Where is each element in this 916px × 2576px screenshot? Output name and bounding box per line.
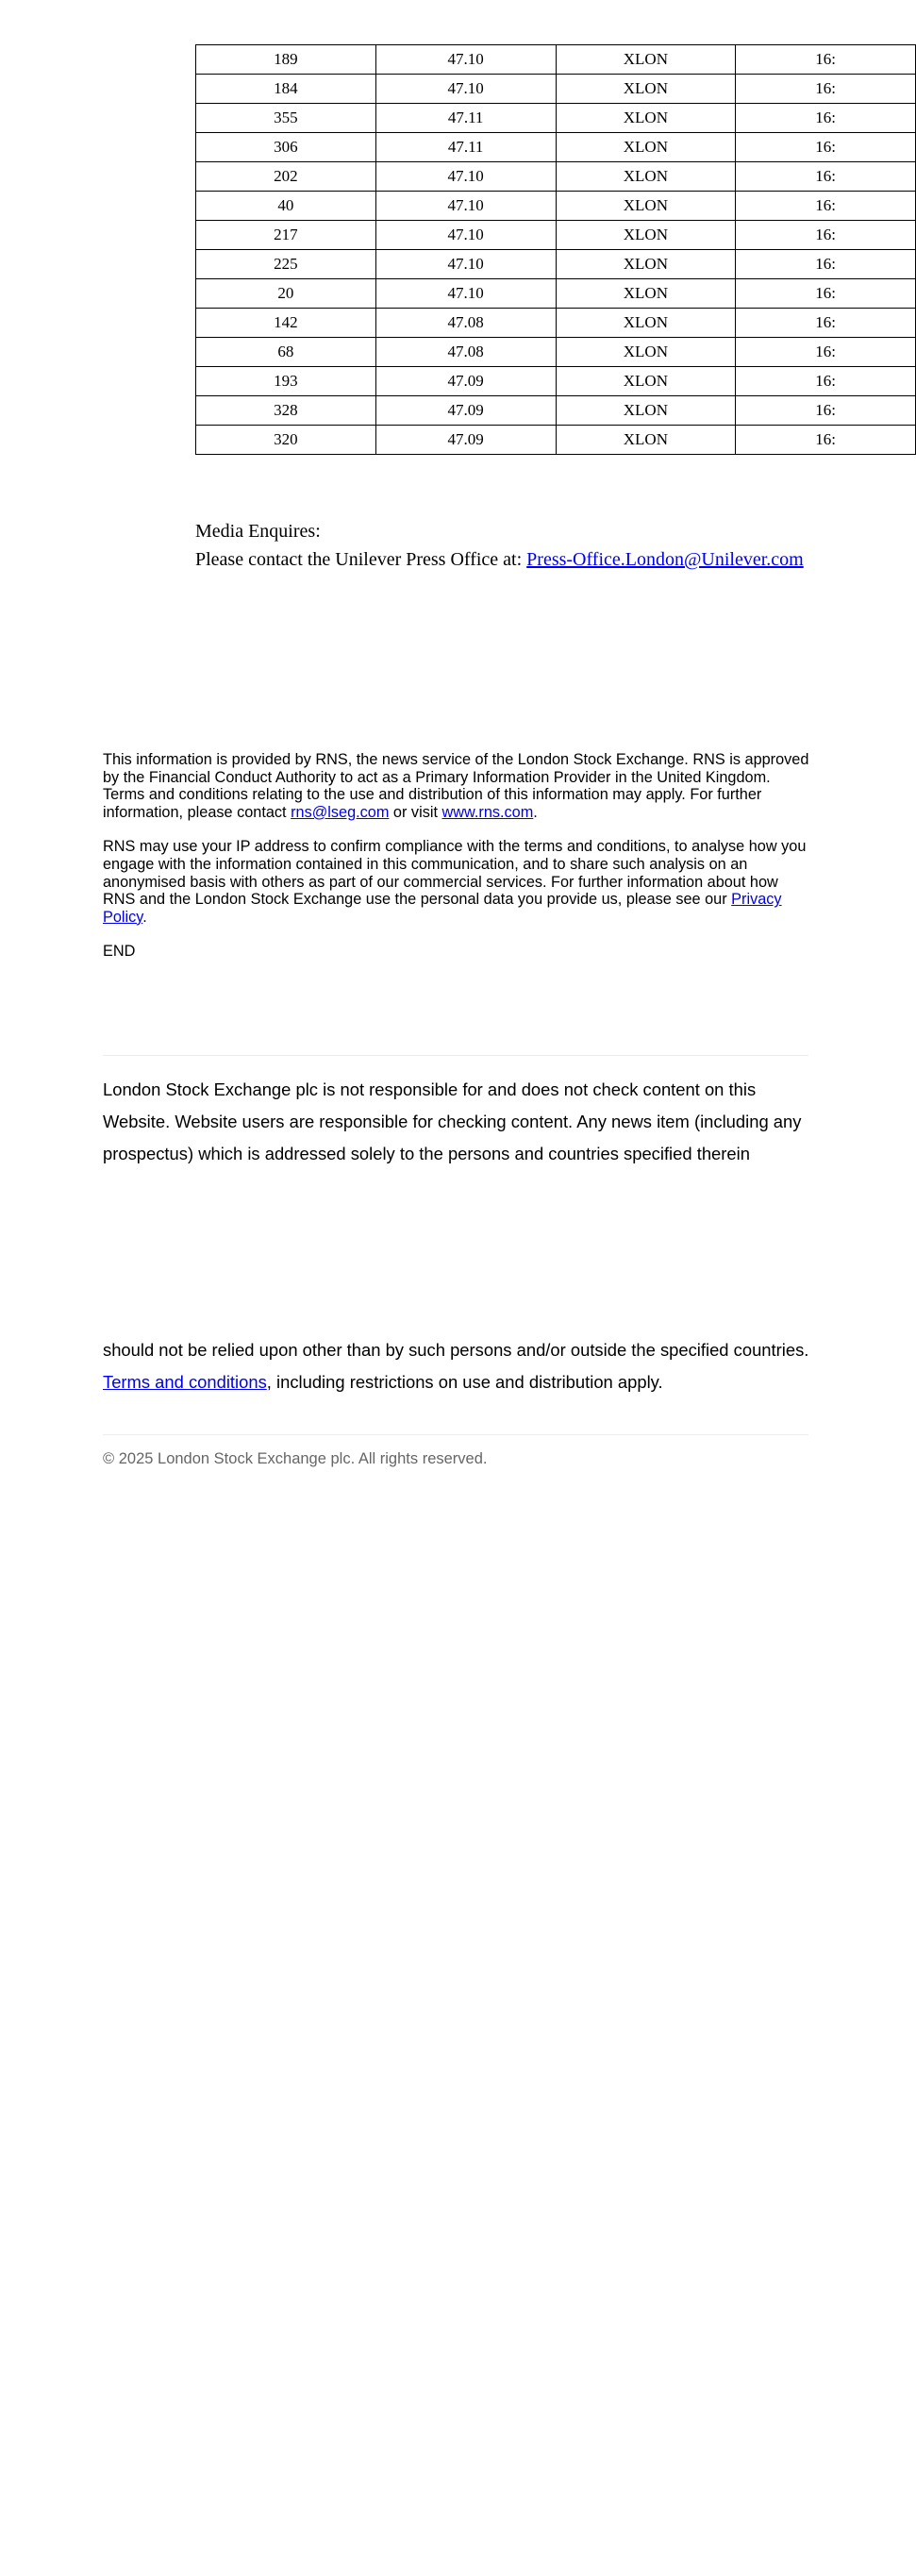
cell-venue: XLON xyxy=(556,221,736,250)
cell-venue: XLON xyxy=(556,250,736,279)
disclaimer-part-2 xyxy=(103,1334,810,1398)
rns-or-text: or visit xyxy=(389,803,442,821)
cell-volume: 306 xyxy=(196,133,376,162)
disclaimer-part-2-end: , including restrictions on use and distribution apply. xyxy=(266,1372,663,1392)
trade-table xyxy=(195,44,916,455)
cell-volume: 225 xyxy=(196,250,376,279)
table-row xyxy=(196,426,916,455)
rns-paragraph-1-text: This information is provided by RNS, the news service of the London Stock Exchange. RNS is approved by the Financial Conduct Authority to act as a Primary Information Provider in the United Kingdom. Terms and conditions relating to the use and distribution of this information may apply. For further information, please contact xyxy=(103,751,809,821)
media-heading: Media Enquires: xyxy=(195,521,321,542)
cell-price: 47.10 xyxy=(375,279,556,309)
cell-price: 47.10 xyxy=(375,221,556,250)
cell-price: 47.09 xyxy=(375,396,556,426)
cell-venue: XLON xyxy=(556,75,736,104)
table-row xyxy=(196,221,916,250)
rns-paragraph-2-text: RNS may use your IP address to confirm compliance with the terms and conditions, to analyse how you engage with the information contained in this communication, and to share such analysis on an anonymised basis with others as part of our commercial services. For further information about how RNS and the London Stock Exchange use the personal data you provide us, please see our xyxy=(103,838,807,909)
table-row xyxy=(196,162,916,192)
cell-volume: 202 xyxy=(196,162,376,192)
table-row xyxy=(196,309,916,338)
cell-volume: 142 xyxy=(196,309,376,338)
cell-price: 47.10 xyxy=(375,192,556,221)
cell-volume: 355 xyxy=(196,104,376,133)
cell-price: 47.08 xyxy=(375,309,556,338)
cell-venue: XLON xyxy=(556,162,736,192)
divider-bottom xyxy=(103,1434,808,1435)
cell-venue: XLON xyxy=(556,367,736,396)
table-row xyxy=(196,104,916,133)
cell-price: 47.09 xyxy=(375,426,556,455)
cell-volume: 217 xyxy=(196,221,376,250)
cell-venue: XLON xyxy=(556,338,736,367)
cell-time: 16: xyxy=(736,279,916,309)
rns-paragraph-2-end: . xyxy=(142,908,147,926)
privacy-policy-link[interactable]: Privacy Policy xyxy=(103,891,782,926)
media-contact xyxy=(195,545,818,574)
press-office-email-link[interactable]: Press-Office.London@Unilever.com xyxy=(526,549,804,570)
cell-time: 16: xyxy=(736,45,916,75)
rns-website-link[interactable]: www.rns.com xyxy=(441,803,534,821)
cell-volume: 328 xyxy=(196,396,376,426)
table-row xyxy=(196,338,916,367)
cell-volume: 20 xyxy=(196,279,376,309)
cell-time: 16: xyxy=(736,396,916,426)
copyright-text: © 2025 London Stock Exchange plc. All rights reserved. xyxy=(103,1450,488,1467)
cell-venue: XLON xyxy=(556,45,736,75)
cell-time: 16: xyxy=(736,104,916,133)
cell-venue: XLON xyxy=(556,279,736,309)
rns-paragraph-1-end: . xyxy=(533,803,538,821)
table-row xyxy=(196,250,916,279)
cell-volume: 193 xyxy=(196,367,376,396)
disclaimer-part-2-text: should not be relied upon other than by such persons and/or outside the specified countries. xyxy=(103,1340,809,1360)
table-row xyxy=(196,75,916,104)
table-row xyxy=(196,192,916,221)
rns-notice xyxy=(103,751,810,978)
table-row xyxy=(196,279,916,309)
table-row xyxy=(196,396,916,426)
terms-and-conditions-link[interactable]: Terms and conditions xyxy=(103,1372,267,1392)
cell-price: 47.11 xyxy=(375,133,556,162)
cell-volume: 184 xyxy=(196,75,376,104)
cell-price: 47.09 xyxy=(375,367,556,396)
cell-price: 47.10 xyxy=(375,75,556,104)
rns-email-link[interactable]: rns@lseg.com xyxy=(291,803,390,821)
cell-venue: XLON xyxy=(556,396,736,426)
cell-venue: XLON xyxy=(556,309,736,338)
cell-time: 16: xyxy=(736,221,916,250)
cell-venue: XLON xyxy=(556,192,736,221)
media-contact-text: Please contact the Unilever Press Office at: xyxy=(195,549,527,570)
media-enquiries xyxy=(195,517,818,574)
table-row xyxy=(196,133,916,162)
rns-paragraph-1 xyxy=(103,751,810,821)
cell-price: 47.10 xyxy=(375,250,556,279)
cell-volume: 189 xyxy=(196,45,376,75)
cell-venue: XLON xyxy=(556,133,736,162)
cell-time: 16: xyxy=(736,338,916,367)
cell-price: 47.10 xyxy=(375,45,556,75)
trade-table-container xyxy=(195,44,836,455)
cell-time: 16: xyxy=(736,192,916,221)
cell-venue: XLON xyxy=(556,426,736,455)
cell-venue: XLON xyxy=(556,104,736,133)
cell-volume: 68 xyxy=(196,338,376,367)
cell-price: 47.08 xyxy=(375,338,556,367)
disclaimer-part-1: London Stock Exchange plc is not responsible for and does not check content on this Website. Website users are responsible for checking content. Any news item (including any prospectus) which is addressed solely to the persons and countries specified therein xyxy=(103,1079,802,1163)
cell-time: 16: xyxy=(736,309,916,338)
cell-time: 16: xyxy=(736,133,916,162)
table-row xyxy=(196,367,916,396)
cell-time: 16: xyxy=(736,367,916,396)
end-marker: END xyxy=(103,943,136,961)
cell-time: 16: xyxy=(736,162,916,192)
cell-volume: 40 xyxy=(196,192,376,221)
cell-price: 47.10 xyxy=(375,162,556,192)
cell-time: 16: xyxy=(736,75,916,104)
trade-table-body xyxy=(196,45,916,455)
cell-volume: 320 xyxy=(196,426,376,455)
cell-price: 47.11 xyxy=(375,104,556,133)
cell-time: 16: xyxy=(736,426,916,455)
rns-paragraph-2 xyxy=(103,838,810,926)
divider-top xyxy=(103,1055,808,1056)
cell-time: 16: xyxy=(736,250,916,279)
table-row xyxy=(196,45,916,75)
